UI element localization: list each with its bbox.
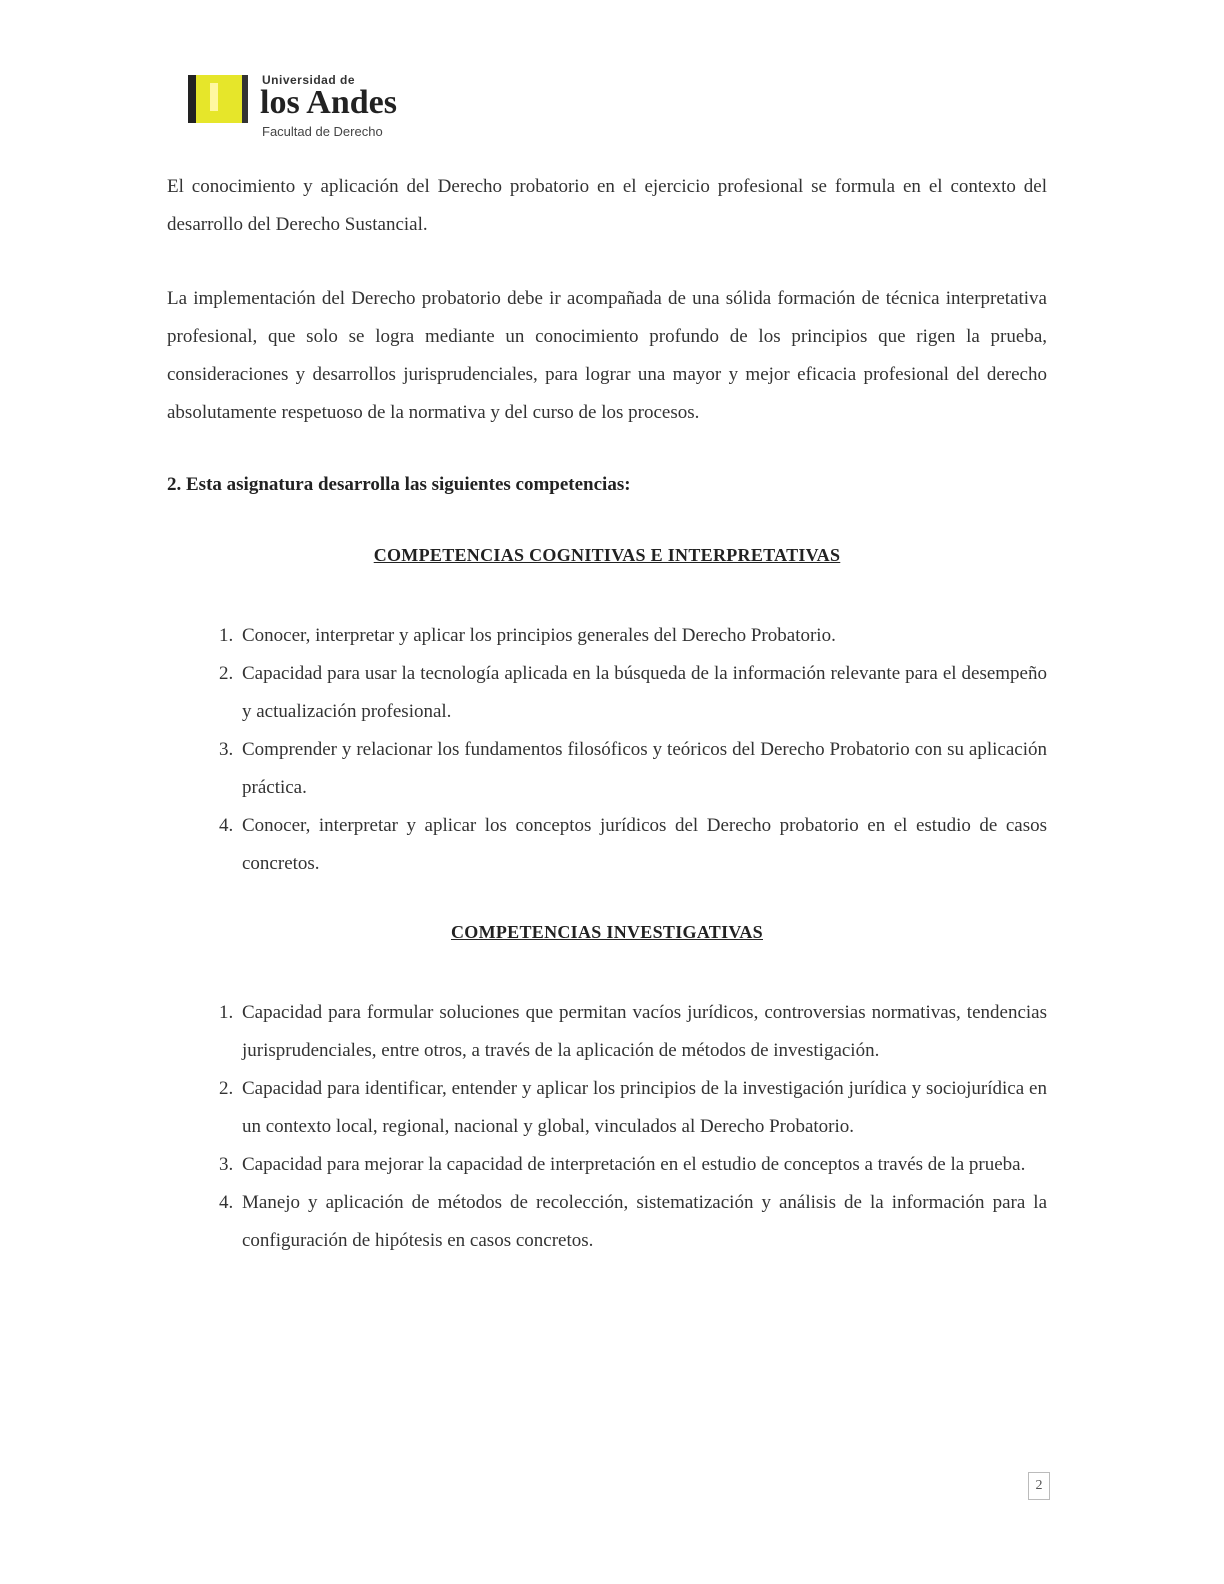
logo-line-3: Facultad de Derecho: [262, 124, 383, 139]
page-number: 2: [1028, 1472, 1050, 1500]
investigative-competencies-list: [205, 994, 1047, 1260]
section-heading-investigative: COMPETENCIAS INVESTIGATIVAS: [450, 922, 763, 942]
competencies-lead: 2. Esta asignatura desarrolla las siguientes competencias:: [167, 474, 631, 495]
logo-emblem-icon: [188, 75, 248, 123]
list-item: 3. Comprender y relacionar los fundamentos filosóficos y teóricos del Derecho Probatorio con su aplicación práctica.: [238, 731, 1047, 807]
list-item: 2. Capacidad para identificar, entender y aplicar los principios de la investigación jurídica y sociojurídica en un contexto local, regional, nacional y global, vinculados al Derecho Probatorio.: [238, 1070, 1047, 1146]
section-heading-cognitive: COMPETENCIAS COGNITIVAS E INTERPRETATIVAS: [373, 545, 841, 565]
list-item: 3. Capacidad para mejorar la capacidad de interpretación en el estudio de conceptos a través de la prueba.: [238, 1146, 1047, 1184]
list-item: 1. Capacidad para formular soluciones que permitan vacíos jurídicos, controversias normativas, tendencias jurisprudenciales, entre otros, a través de la aplicación de métodos de investigación.: [238, 994, 1047, 1070]
university-logo: [188, 70, 448, 145]
paragraph-intro: El conocimiento y aplicación del Derecho probatorio en el ejercicio profesional se formula en el contexto del desarrollo del Derecho Sustancial.: [167, 176, 1047, 235]
paragraph-implementation: La implementación del Derecho probatorio debe ir acompañada de una sólida formación de técnica interpretativa profesional, que solo se logra mediante un conocimiento profundo de los principios que rigen la prueba, consideraciones y desarrollos jurisprudenciales, para lograr una mayor y mejor eficacia profesional del derecho absolutamente respetuoso de la normativa y del curso de los procesos.: [167, 288, 1047, 423]
logo-line-2: los Andes: [260, 84, 397, 121]
logo-line-1: Universidad de: [262, 73, 356, 87]
cognitive-competencies-list: [205, 617, 1047, 883]
list-item: 2. Capacidad para usar la tecnología aplicada en la búsqueda de la información relevante para el desempeño y actualización profesional.: [238, 655, 1047, 731]
list-item: 4. Manejo y aplicación de métodos de recolección, sistematización y análisis de la información para la configuración de hipótesis en casos concretos.: [238, 1184, 1047, 1260]
list-item: 1. Conocer, interpretar y aplicar los principios generales del Derecho Probatorio.: [238, 617, 1047, 655]
list-item: 4. Conocer, interpretar y aplicar los conceptos jurídicos del Derecho probatorio en el estudio de casos concretos.: [238, 807, 1047, 883]
